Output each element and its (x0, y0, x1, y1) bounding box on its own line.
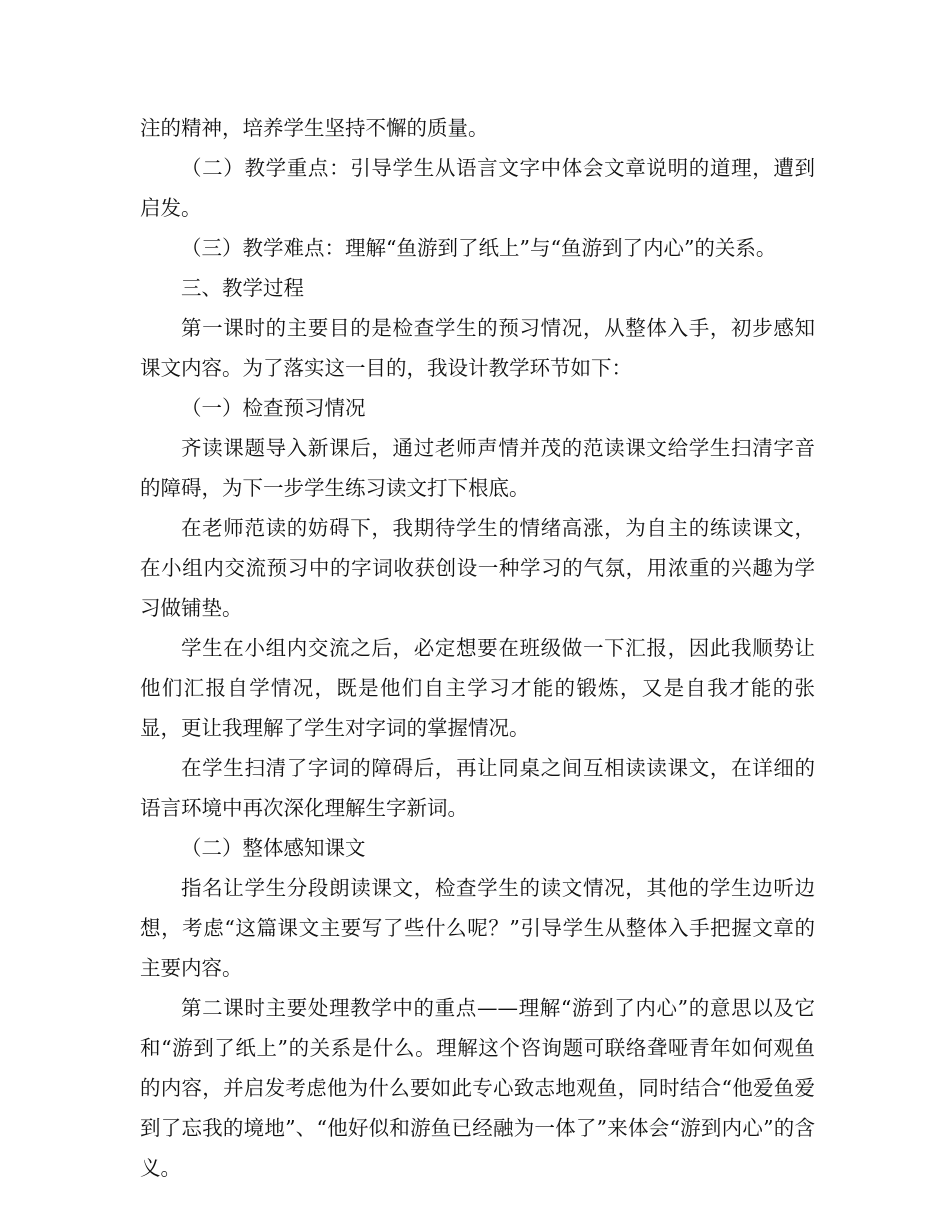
paragraph-deskmate-reading: 在学生扫清了字词的障碍后，再让同桌之间互相读读课文，在详细的语言环境中再次深化理解生字新词。 (140, 756, 815, 820)
paragraph-group-exchange: 在老师范读的妨碍下，我期待学生的情绪高涨，为自主的练读课文，在小组内交流预习中的字词收获创设一种学习的气氛，用浓重的兴趣为学习做铺垫。 (140, 516, 815, 620)
paragraph-second-lesson: 第二课时主要处理教学中的重点——理解“游到了内心”的意思以及它和“游到了纸上”的关系是什么。理解这个咨询题可联络聋哑青年如何观鱼的内容，并启发考虑他为什么要如此专心致志地观鱼，同时结合“他爱鱼爱到了忘我的境地”、“他好似和游鱼已经融为一体了”来体会“游到内心”的含义。 (140, 996, 815, 1180)
document-body (140, 108, 815, 1188)
paragraph-teaching-difficulty: （三）教学难点：理解“鱼游到了纸上”与“鱼游到了内心”的关系。 (181, 236, 777, 260)
paragraph-teaching-focus: （二）教学重点：引导学生从语言文字中体会文章说明的道理，遭到启发。 (140, 156, 815, 220)
paragraph-reading-aloud: 齐读课题导入新课后，通过老师声情并茂的范读课文给学生扫清字音的障碍，为下一步学生练习读文打下根底。 (140, 436, 815, 500)
section-heading-teaching-process: 三、教学过程 (181, 276, 304, 300)
subheading-check-preview: （一）检查预习情况 (181, 396, 366, 420)
paragraph-first-lesson: 第一课时的主要目的是检查学生的预习情况，从整体入手，初步感知课文内容。为了落实这一目的，我设计教学环节如下： (140, 316, 815, 380)
paragraph-section-reading: 指名让学生分段朗读课文，检查学生的读文情况，其他的学生边听边想，考虑“这篇课文主要写了些什么呢？”引导学生从整体入手把握文章的主要内容。 (140, 876, 815, 980)
subheading-overall-perception: （二）整体感知课文 (181, 836, 366, 860)
paragraph-report: 学生在小组内交流之后，必定想要在班级做一下汇报，因此我顺势让他们汇报自学情况，既是他们自主学习才能的锻炼，又是自我才能的张显，更让我理解了学生对字词的掌握情况。 (140, 636, 815, 740)
paragraph-continuation: 注的精神，培养学生坚持不懈的质量。 (140, 116, 489, 140)
